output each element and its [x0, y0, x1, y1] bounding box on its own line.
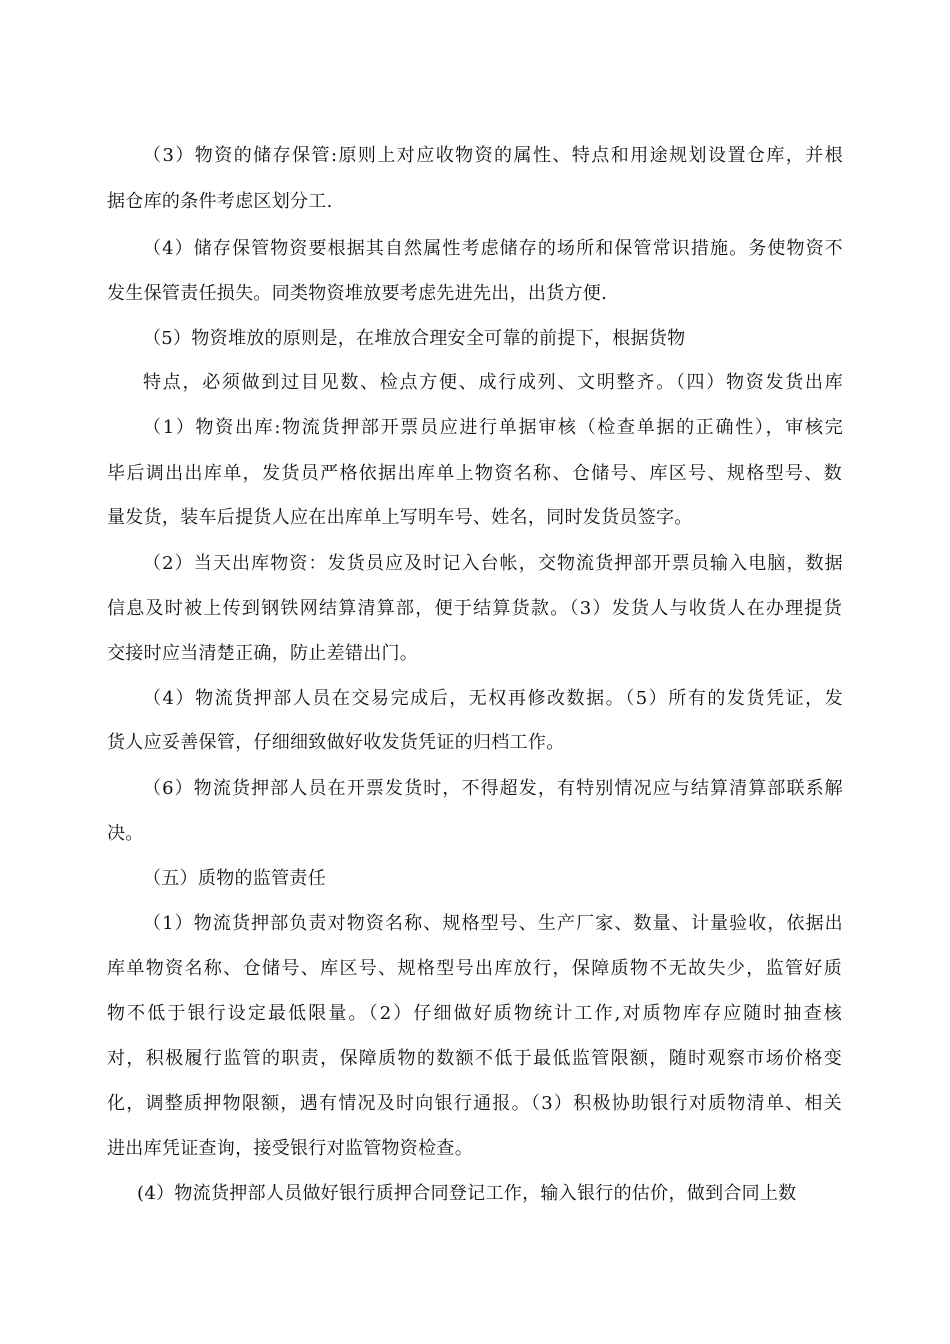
paragraph-3-line-1: （3）物资的储存保管:原则上对应收物资的属性、特点和用途规划设置仓库，并根 — [143, 145, 843, 166]
outbound-2-line-3: 交接时应当清楚正确，防止差错出门。 — [107, 643, 419, 664]
outbound-4-line-1: （4）物流货押部人员在交易完成后，无权再修改数据。（5）所有的发货凭证，发 — [143, 688, 843, 709]
outbound-6-line-2: 决。 — [107, 823, 144, 844]
outbound-6-line-1: （6）物流货押部人员在开票发货时，不得超发，有特别情况应与结算清算部联系解 — [143, 778, 843, 799]
paragraph-3-line-2: 据仓库的条件考虑区划分工. — [107, 191, 333, 212]
outbound-2-line-1: （2）当天出库物资：发货员应及时记入台帐，交物流货押部开票员输入电脑，数据 — [143, 553, 843, 574]
paragraph-4-line-1: （4）储存保管物资要根据其自然属性考虑储存的场所和保管常识措施。务使物资不 — [143, 238, 843, 259]
supervision-1-line-3: 物不低于银行设定最低限量。（2）仔细做好质物统计工作,对质物库存应随时抽查核 — [107, 1003, 842, 1024]
supervision-1-line-2: 库单物资名称、仓储号、库区号、规格型号出库放行，保障质物不无故失少，监管好质 — [107, 958, 842, 979]
outbound-1-line-2: 毕后调出出库单，发货员严格依据出库单上物资名称、仓储号、库区号、规格型号、数 — [107, 463, 842, 484]
supervision-1-line-6: 进出库凭证查询，接受银行对监管物资检查。 — [107, 1138, 473, 1159]
paragraph-5-line-2: 特点，必须做到过目见数、检点方便、成行成列、文明整齐。（四）物资发货出库 — [143, 372, 843, 393]
section-5-heading: （五）质物的监管责任 — [143, 868, 326, 889]
outbound-1-line-3: 量发货，装车后提货人应在出库单上写明车号、姓名，同时发货员签字。 — [107, 507, 693, 528]
supervision-4-line-1: (4）物流货押部人员做好银行质押合同登记工作，输入银行的估价，做到合同上数 — [137, 1183, 797, 1204]
outbound-4-line-2: 货人应妥善保管，仔细细致做好收发货凭证的归档工作。 — [107, 732, 565, 753]
outbound-2-line-2: 信息及时被上传到钢铁网结算清算部，便于结算货款。（3）发货人与收货人在办理提货 — [107, 598, 842, 619]
outbound-1-line-1: （1）物资出库:物流货押部开票员应进行单据审核（检查单据的正确性），审核完 — [143, 417, 843, 438]
supervision-1-line-5: 化，调整质押物限额，遇有情况及时向银行通报。（3）积极协助银行对质物清单、相关 — [107, 1093, 842, 1114]
supervision-1-line-4: 对，积极履行监管的职责，保障质物的数额不低于最低监管限额，随时观察市场价格变 — [107, 1048, 842, 1069]
paragraph-4-line-2: 发生保管责任损失。同类物资堆放要考虑先进先出，出货方便. — [107, 283, 608, 304]
paragraph-5-line-1: （5）物资堆放的原则是，在堆放合理安全可靠的前提下，根据货物 — [143, 328, 686, 349]
supervision-1-line-1: （1）物流货押部负责对物资名称、规格型号、生产厂家、数量、计量验收，依据出 — [143, 913, 843, 934]
